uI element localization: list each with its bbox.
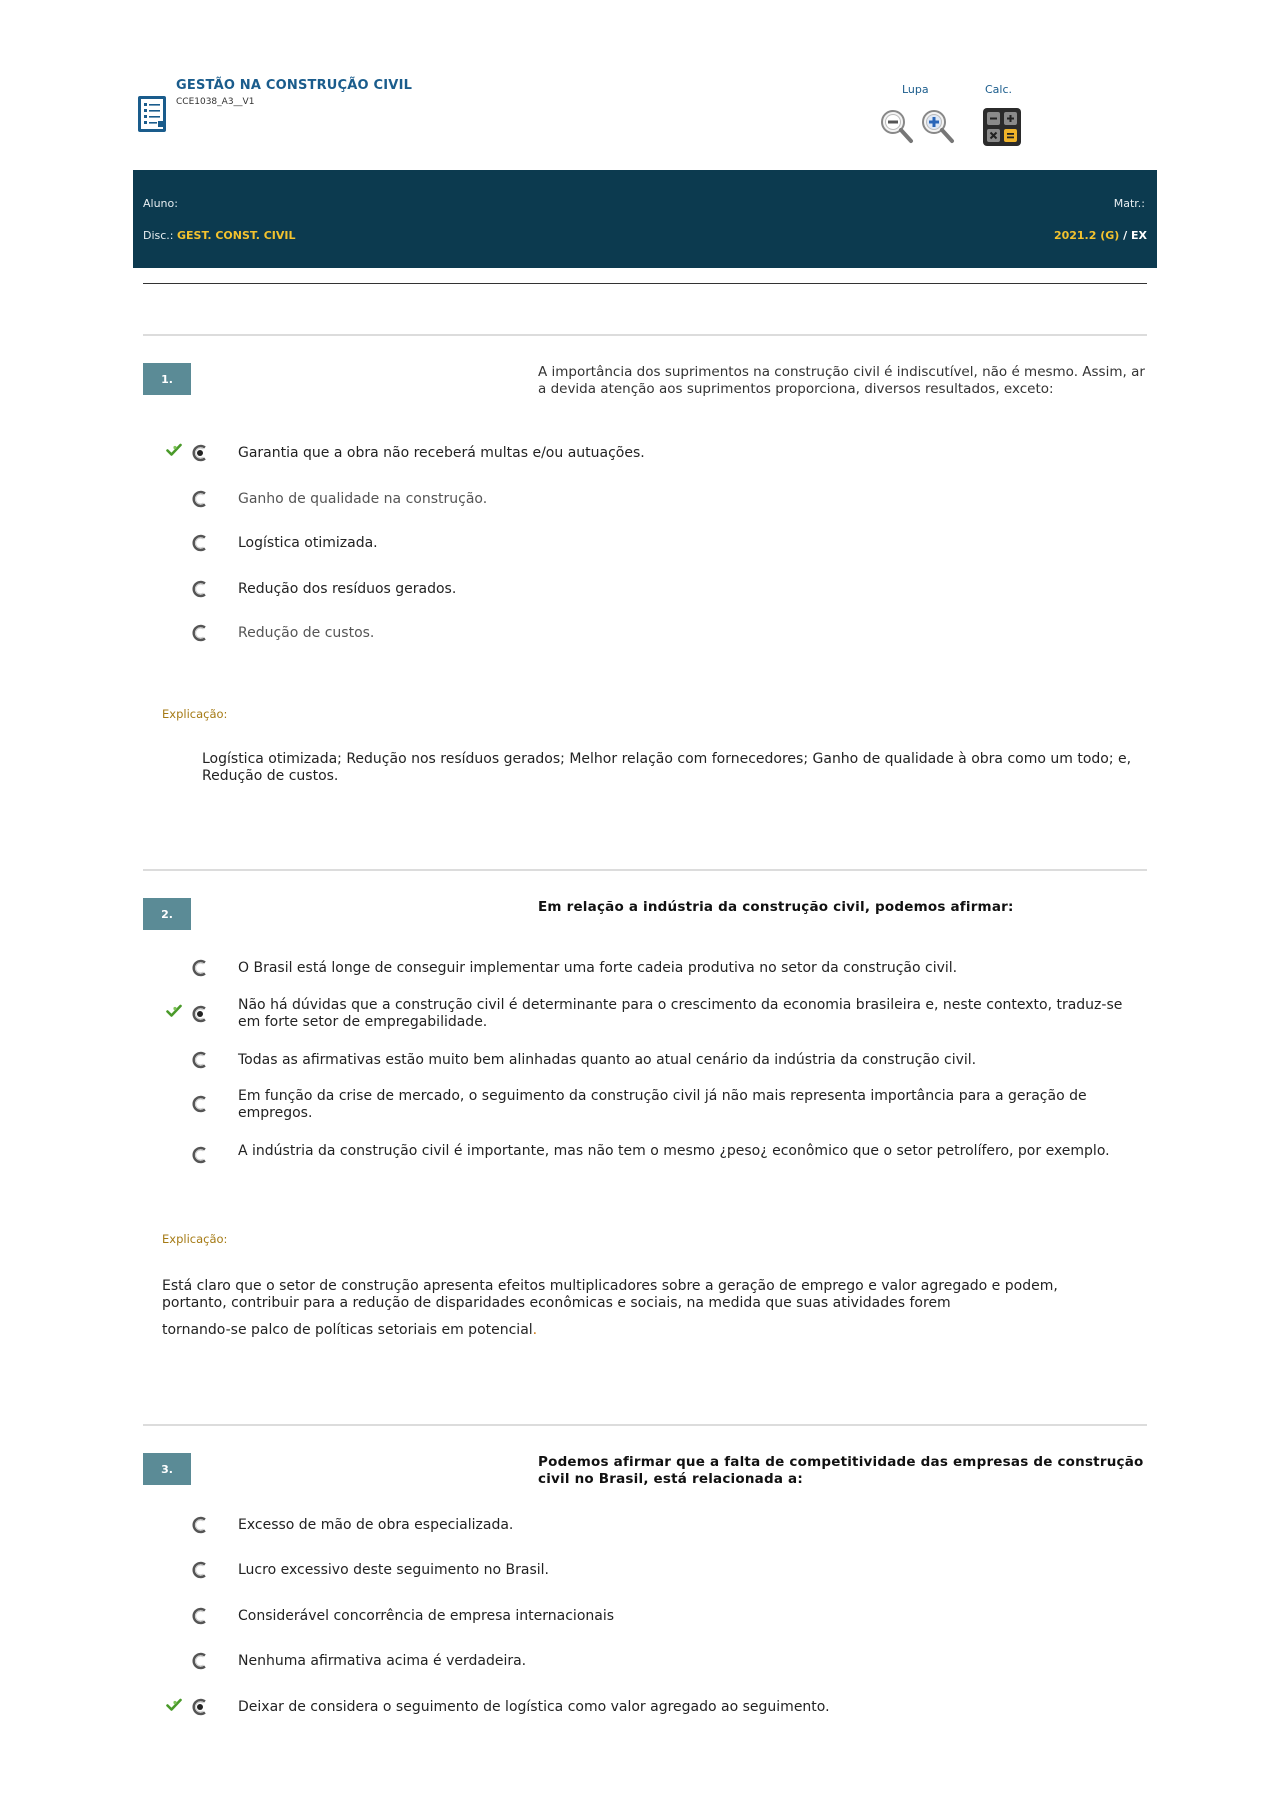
option-label: Redução de custos. bbox=[238, 625, 375, 641]
course-code: CCE1038_A3__V1 bbox=[176, 97, 255, 107]
option-label: O Brasil está longe de conseguir implementar uma forte cadeia produtiva no setor da construção civil. bbox=[238, 960, 958, 976]
option-label: Lucro excessivo deste seguimento no Brasil. bbox=[238, 1562, 549, 1578]
calculator-icon bbox=[982, 107, 1022, 147]
period bbox=[1054, 229, 1147, 242]
explanation-text-continued bbox=[162, 1322, 1092, 1339]
explanation-text-2: tornando-se palco de políticas setoriais em potencial bbox=[162, 1322, 533, 1338]
correct-check-icon bbox=[166, 1003, 182, 1017]
correct-check-icon bbox=[166, 442, 182, 456]
option-radio[interactable] bbox=[191, 580, 209, 598]
option-label: Não há dúvidas que a construção civil é determinante para o crescimento da economia brasileira e, neste contexto, traduz-se em forte setor de empregabilidade. bbox=[238, 997, 1123, 1030]
aluno-label: Aluno: bbox=[143, 197, 178, 210]
explanation-label: Explicação: bbox=[162, 1232, 228, 1246]
question-text: Podemos afirmar que a falta de competitividade das empresas de construção civil no Brasil, está relacionada a: bbox=[538, 1454, 1144, 1487]
explanation-text: Está claro que o setor de construção apresenta efeitos multiplicadores sobre a geração de emprego e valor agregado e podem, portanto, contribuir para a redução de disparidades econômicas e sociais, na medida que suas atividades forem bbox=[162, 1278, 1058, 1311]
question-text: A importância dos suprimentos na construção civil é indiscutível, não é mesmo. Assim, ar a devida atenção aos suprimentos proporciona, diversos resultados, exceto: bbox=[538, 364, 1145, 397]
zoom-out-button[interactable] bbox=[879, 108, 915, 146]
explanation-label: Explicação: bbox=[162, 707, 228, 721]
student-info-banner bbox=[133, 170, 1157, 268]
option-label: Em função da crise de mercado, o seguimento da construção civil já não mais representa importância para a geração de empregos. bbox=[238, 1088, 1087, 1121]
option-radio[interactable] bbox=[191, 1005, 209, 1023]
period-value: 2021.2 (G) bbox=[1053, 229, 1120, 242]
option-radio[interactable] bbox=[191, 1561, 209, 1579]
question-divider bbox=[143, 1424, 1147, 1426]
option-radio[interactable] bbox=[191, 1051, 209, 1069]
option-radio[interactable] bbox=[191, 1698, 209, 1716]
question-divider bbox=[143, 334, 1147, 336]
discipline bbox=[143, 229, 296, 242]
question-number: 2. bbox=[143, 898, 191, 930]
disc-value: GEST. CONST. CIVIL bbox=[177, 229, 296, 242]
question-number: 1. bbox=[143, 363, 191, 395]
question-divider bbox=[143, 869, 1147, 871]
matr-label: Matr.: bbox=[1113, 197, 1145, 210]
period-sep: / bbox=[1119, 229, 1131, 242]
option-radio[interactable] bbox=[191, 1516, 209, 1534]
option-radio[interactable] bbox=[191, 534, 209, 552]
option-radio[interactable] bbox=[191, 624, 209, 642]
option-radio[interactable] bbox=[191, 959, 209, 977]
explanation-period: . bbox=[532, 1322, 538, 1338]
option-radio[interactable] bbox=[191, 490, 209, 508]
lupa-label: Lupa bbox=[902, 83, 929, 96]
question-text: Em relação a indústria da construção civil, podemos afirmar: bbox=[538, 899, 1014, 915]
correct-check-icon bbox=[166, 1697, 182, 1711]
option-radio[interactable] bbox=[191, 1095, 209, 1113]
option-radio[interactable] bbox=[191, 444, 209, 462]
exam-type: EX bbox=[1131, 229, 1147, 242]
zoom-out-icon bbox=[879, 108, 915, 146]
option-label: Deixar de considera o seguimento de logística como valor agregado ao seguimento. bbox=[238, 1699, 830, 1715]
option-label: Todas as afirmativas estão muito bem alinhadas quanto ao atual cenário da indústria da construção civil. bbox=[238, 1052, 977, 1068]
option-label: Logística otimizada. bbox=[238, 535, 378, 551]
zoom-in-button[interactable] bbox=[920, 108, 956, 146]
option-radio[interactable] bbox=[191, 1652, 209, 1670]
course-title: GESTÃO NA CONSTRUÇÃO CIVIL bbox=[176, 78, 413, 93]
divider bbox=[143, 283, 1147, 284]
option-label: Ganho de qualidade na construção. bbox=[238, 491, 488, 507]
option-label: Garantia que a obra não receberá multas e/ou autuações. bbox=[238, 445, 645, 461]
disc-label: Disc.: bbox=[143, 229, 174, 242]
option-label: A indústria da construção civil é importante, mas não tem o mesmo ¿peso¿ econômico que o setor petrolífero, por exemplo. bbox=[238, 1143, 1110, 1159]
calc-label: Calc. bbox=[985, 83, 1013, 96]
option-radio[interactable] bbox=[191, 1146, 209, 1164]
option-label: Nenhuma afirmativa acima é verdadeira. bbox=[238, 1653, 527, 1669]
course-book-icon bbox=[136, 94, 168, 134]
option-radio[interactable] bbox=[191, 1607, 209, 1625]
explanation-text: Logística otimizada; Redução nos resíduos gerados; Melhor relação com fornecedores; Ganho de qualidade à obra como um todo; e, Redução de custos. bbox=[202, 751, 1132, 784]
option-label: Redução dos resíduos gerados. bbox=[238, 581, 457, 597]
question-number: 3. bbox=[143, 1453, 191, 1485]
option-label: Considerável concorrência de empresa internacionais bbox=[238, 1608, 615, 1624]
zoom-in-icon bbox=[920, 108, 956, 146]
option-label: Excesso de mão de obra especializada. bbox=[238, 1517, 514, 1533]
calculator-button[interactable] bbox=[982, 107, 1022, 147]
